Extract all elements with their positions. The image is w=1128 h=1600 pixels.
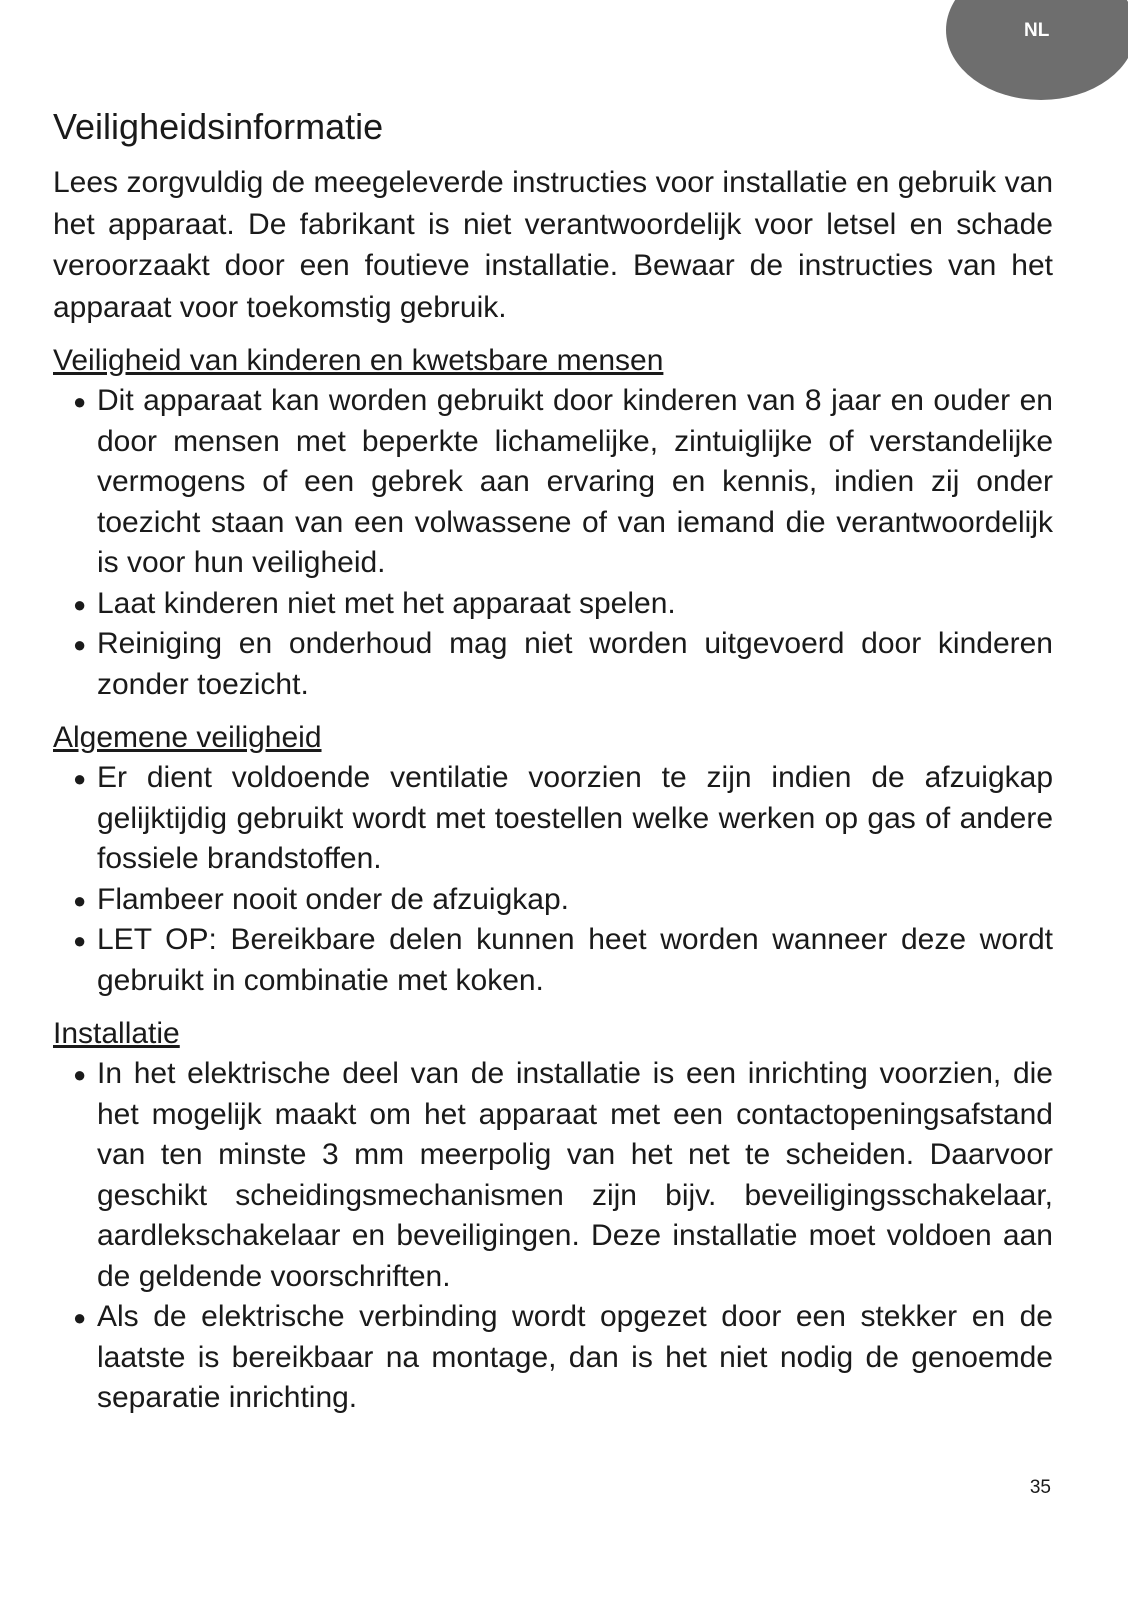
section-general-safety [53, 717, 1053, 1001]
bullet-icon: ● [73, 928, 87, 953]
bullet-list [53, 758, 1053, 1001]
list-item [53, 381, 1053, 584]
list-item-text: Reiniging en onderhoud mag niet worden uitgevoerd door kinderen zonder toezicht. [97, 627, 1053, 701]
section-heading: Veiligheid van kinderen en kwetsbare mensen [53, 344, 664, 377]
list-item [53, 1054, 1053, 1297]
intro-paragraph: Lees zorgvuldig de meegeleverde instructies voor installatie en gebruik van het apparaat. De fabrikant is niet verantwoordelijk voor letsel en schade veroorzaakt door een foutieve installatie. Bewaar de instructies van het apparaat voor toekomstig gebruik. [53, 166, 1053, 324]
list-item-text: In het elektrische deel van de installatie is een inrichting voorzien, die het mogelijk maakt om het apparaat met een contactopeningsafstand van ten minste 3 mm meerpolig van het net te scheiden. Daarvoor geschikt scheidingsmechanismen zijn bijv. beveiligingsschakelaar, aardlekschakelaar en beveiligingen. Deze installatie moet voldoen aan de geldende voorschriften. [97, 1057, 1053, 1293]
bullet-icon: ● [73, 591, 87, 617]
list-item [53, 920, 1053, 1001]
bullet-icon: ● [73, 1305, 87, 1330]
list-item [53, 584, 1053, 625]
bullet-list [53, 1054, 1053, 1419]
language-tab [946, 0, 1128, 100]
list-item [53, 1297, 1053, 1419]
bullet-icon: ● [73, 887, 87, 913]
safety-information-content [53, 104, 1053, 1431]
warning-prefix: LET OP: [97, 923, 217, 956]
bullet-icon: ● [73, 389, 87, 414]
page-number: 35 [1029, 1477, 1051, 1498]
list-item-text: Als de elektrische verbinding wordt opgezet door een stekker en de laatste is bereikbaar na montage, dan is het niet nodig de genoemde separatie inrichting. [97, 1300, 1053, 1414]
bullet-icon: ● [73, 632, 87, 657]
list-item [53, 758, 1053, 880]
bullet-icon: ● [73, 766, 87, 791]
list-item [53, 880, 1053, 921]
language-badge-label: NL [1024, 20, 1050, 41]
bullet-icon: ● [73, 1062, 87, 1087]
list-item-text: Er dient voldoende ventilatie voorzien te zijn indien de afzuigkap gelijktijdig gebruikt wordt met toestellen welke werken op gas of andere fossiele brandstoffen. [97, 761, 1053, 875]
page-title: Veiligheidsinformatie [53, 106, 384, 147]
section-heading: Installatie [53, 1017, 180, 1050]
list-item [53, 624, 1053, 705]
list-item-text: Dit apparaat kan worden gebruikt door kinderen van 8 jaar en ouder en door mensen met beperkte lichamelijke, zintuiglijke of verstandelijke vermogens of een gebrek aan ervaring en kennis, indien zij onder toezicht staan van een volwassene of van iemand die verantwoordelijk is voor hun veiligheid. [97, 384, 1053, 579]
section-heading: Algemene veiligheid [53, 721, 322, 754]
list-item-text: Flambeer nooit onder de afzuigkap. [97, 882, 569, 916]
section-children-safety [53, 340, 1053, 705]
list-item-text: Laat kinderen niet met het apparaat spelen. [97, 586, 676, 620]
list-item-text: Bereikbare delen kunnen heet worden wanneer deze wordt gebruikt in combinatie met koken. [97, 923, 1054, 997]
bullet-list [53, 381, 1053, 705]
section-installation [53, 1013, 1053, 1419]
